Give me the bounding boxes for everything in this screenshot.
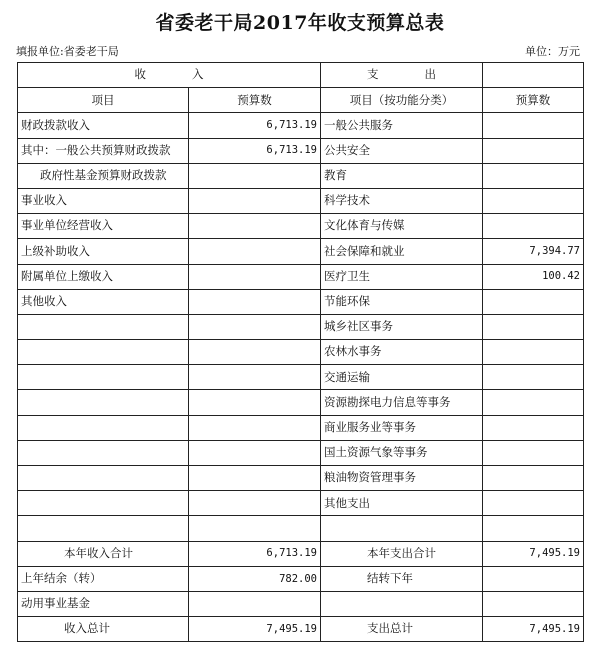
income-item xyxy=(18,491,189,516)
income-value xyxy=(189,440,321,465)
income-item xyxy=(18,365,189,390)
income-value xyxy=(189,289,321,314)
expense-value: 7,495.19 xyxy=(483,617,584,642)
income-value xyxy=(189,264,321,289)
income-value xyxy=(189,239,321,264)
table-row xyxy=(18,516,584,541)
income-value xyxy=(189,314,321,339)
table-row xyxy=(18,113,584,138)
income-item xyxy=(18,415,189,440)
expense-section-blank xyxy=(483,63,584,88)
income-item-header: 项目 xyxy=(18,88,189,113)
expense-item: 交通运输 xyxy=(321,365,483,390)
unit-label: 单位：万元 xyxy=(525,45,580,58)
table-row xyxy=(18,264,584,289)
income-item: 上级补助收入 xyxy=(18,239,189,264)
income-value: 6,713.19 xyxy=(189,541,321,566)
expense-value xyxy=(483,440,584,465)
income-item: 其中：一般公共预算财政拨款 xyxy=(18,138,189,163)
table-row xyxy=(18,239,584,264)
expense-item: 公共安全 xyxy=(321,138,483,163)
expense-item: 结转下年 xyxy=(321,566,483,591)
income-value xyxy=(189,390,321,415)
income-value xyxy=(189,188,321,213)
expense-item-header: 项目（按功能分类） xyxy=(321,88,483,113)
expense-value xyxy=(483,289,584,314)
expense-value xyxy=(483,340,584,365)
expense-value xyxy=(483,113,584,138)
income-item: 附属单位上缴收入 xyxy=(18,264,189,289)
table-row xyxy=(18,440,584,465)
expense-item: 社会保障和就业 xyxy=(321,239,483,264)
expense-item xyxy=(321,591,483,616)
table-row xyxy=(18,340,584,365)
table-row xyxy=(18,289,584,314)
expense-item: 节能环保 xyxy=(321,289,483,314)
expense-value xyxy=(483,138,584,163)
expense-value xyxy=(483,566,584,591)
income-value xyxy=(189,466,321,491)
income-value: 7,495.19 xyxy=(189,617,321,642)
income-item xyxy=(18,516,189,541)
expense-item: 文化体育与传媒 xyxy=(321,214,483,239)
expense-value xyxy=(483,491,584,516)
expense-value xyxy=(483,188,584,213)
expense-section-header: 支 出 xyxy=(321,63,483,88)
expense-item xyxy=(321,516,483,541)
income-value xyxy=(189,340,321,365)
column-header-row xyxy=(18,88,584,113)
income-item: 财政拨款收入 xyxy=(18,113,189,138)
expense-value: 7,394.77 xyxy=(483,239,584,264)
table-row xyxy=(18,138,584,163)
income-value xyxy=(189,365,321,390)
expense-value xyxy=(483,516,584,541)
income-item xyxy=(18,314,189,339)
income-value xyxy=(189,591,321,616)
expense-value xyxy=(483,390,584,415)
expense-value xyxy=(483,415,584,440)
expense-item: 农林水事务 xyxy=(321,340,483,365)
table-row xyxy=(18,466,584,491)
table-row xyxy=(18,163,584,188)
income-item: 政府性基金预算财政拨款 xyxy=(18,163,189,188)
table-row xyxy=(18,314,584,339)
income-item: 事业单位经营收入 xyxy=(18,214,189,239)
expense-value xyxy=(483,365,584,390)
budget-table xyxy=(17,62,584,642)
expense-item: 教育 xyxy=(321,163,483,188)
income-value xyxy=(189,163,321,188)
income-value xyxy=(189,214,321,239)
table-row xyxy=(18,390,584,415)
income-item xyxy=(18,340,189,365)
income-budget-header: 预算数 xyxy=(189,88,321,113)
income-value xyxy=(189,516,321,541)
summary-row xyxy=(18,617,584,642)
table-row xyxy=(18,365,584,390)
income-item: 上年结余（转） xyxy=(18,566,189,591)
expense-item: 科学技术 xyxy=(321,188,483,213)
income-section-header: 收 入 xyxy=(18,63,321,88)
table-row xyxy=(18,188,584,213)
expense-item: 其他支出 xyxy=(321,491,483,516)
income-item: 其他收入 xyxy=(18,289,189,314)
expense-item: 资源勘探电力信息等事务 xyxy=(321,390,483,415)
expense-item: 支出总计 xyxy=(321,617,483,642)
expense-budget-header: 预算数 xyxy=(483,88,584,113)
expense-item: 一般公共服务 xyxy=(321,113,483,138)
income-value: 6,713.19 xyxy=(189,138,321,163)
expense-item: 本年支出合计 xyxy=(321,541,483,566)
expense-value xyxy=(483,163,584,188)
income-item xyxy=(18,466,189,491)
expense-value xyxy=(483,466,584,491)
table-row xyxy=(18,491,584,516)
expense-value xyxy=(483,314,584,339)
expense-item: 城乡社区事务 xyxy=(321,314,483,339)
table-row xyxy=(18,214,584,239)
expense-value: 100.42 xyxy=(483,264,584,289)
summary-row xyxy=(18,591,584,616)
expense-value: 7,495.19 xyxy=(483,541,584,566)
expense-item: 医疗卫生 xyxy=(321,264,483,289)
income-item xyxy=(18,390,189,415)
income-value: 782.00 xyxy=(189,566,321,591)
income-value xyxy=(189,415,321,440)
summary-row xyxy=(18,566,584,591)
section-header-row xyxy=(18,63,584,88)
expense-item: 国土资源气象等事务 xyxy=(321,440,483,465)
summary-row xyxy=(18,541,584,566)
income-item: 事业收入 xyxy=(18,188,189,213)
expense-item: 粮油物资管理事务 xyxy=(321,466,483,491)
expense-item: 商业服务业等事务 xyxy=(321,415,483,440)
income-item: 收入总计 xyxy=(18,617,189,642)
page-title: 省委老干局2017年收支预算总表 xyxy=(155,12,445,34)
income-value xyxy=(189,491,321,516)
expense-value xyxy=(483,591,584,616)
income-item xyxy=(18,440,189,465)
income-item: 本年收入合计 xyxy=(18,541,189,566)
filler-unit: 填报单位:省委老干局 xyxy=(16,45,119,58)
expense-value xyxy=(483,214,584,239)
income-item: 动用事业基金 xyxy=(18,591,189,616)
table-row xyxy=(18,415,584,440)
income-value: 6,713.19 xyxy=(189,113,321,138)
